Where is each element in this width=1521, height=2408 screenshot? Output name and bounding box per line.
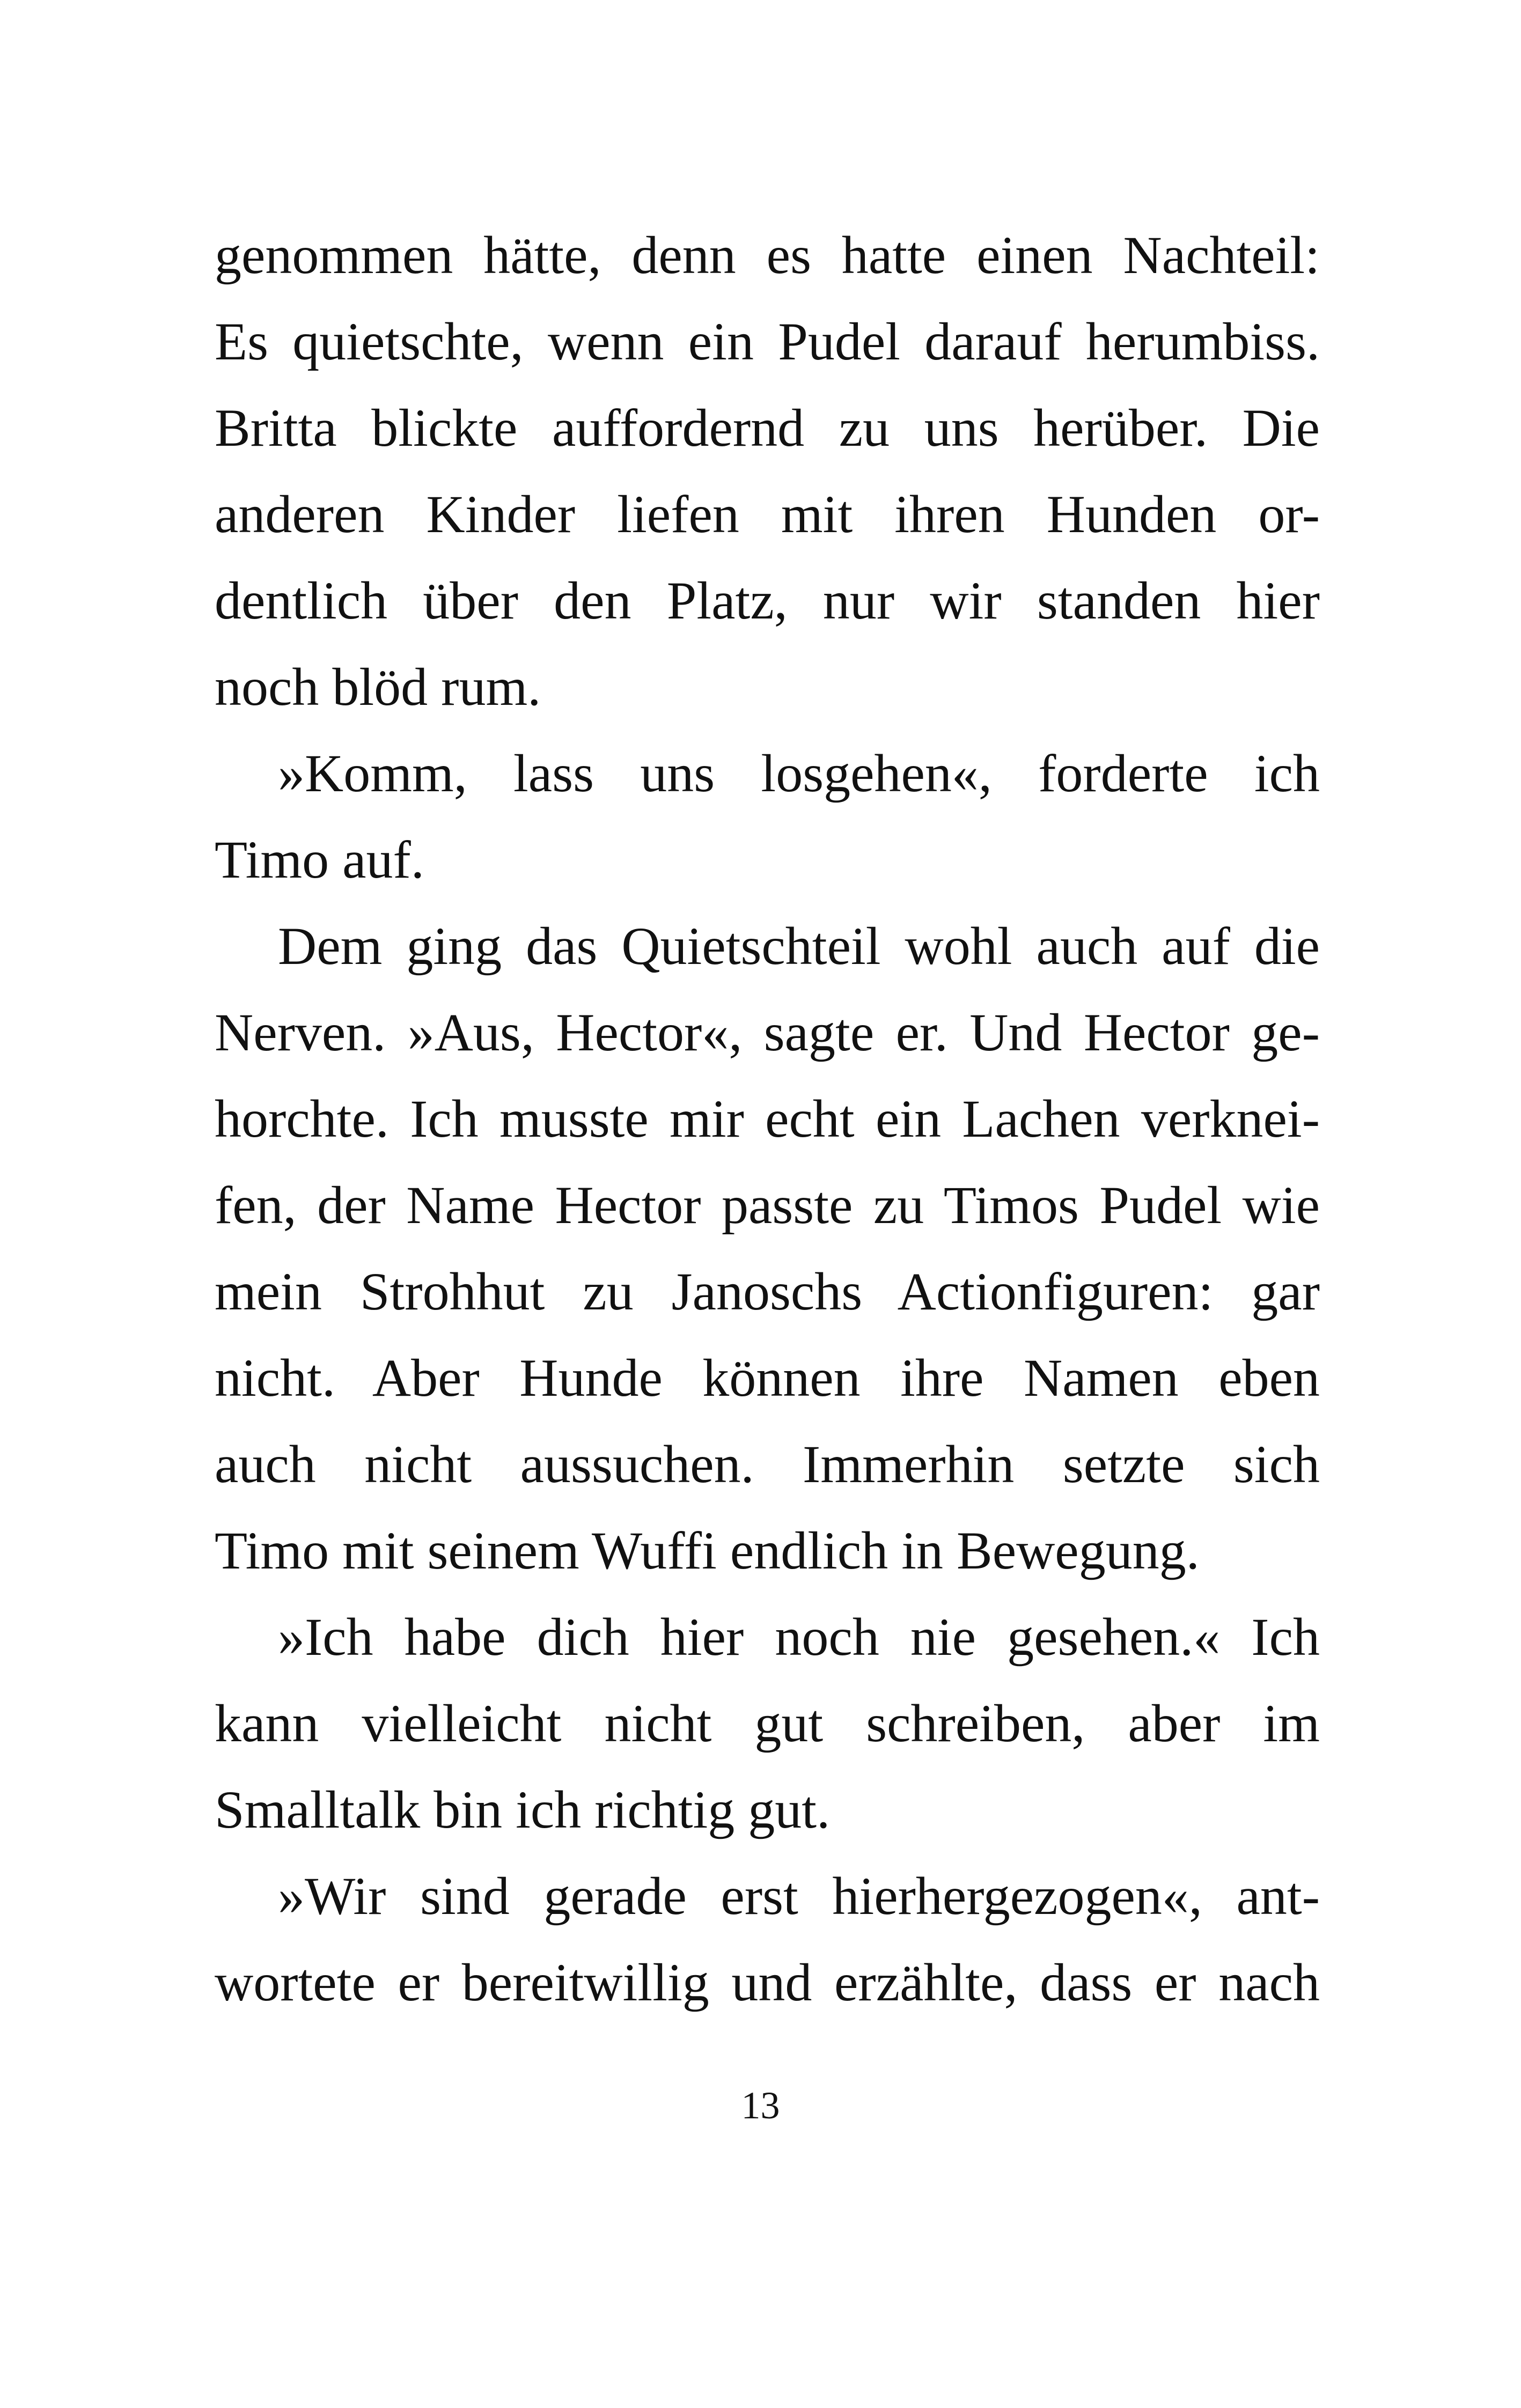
text-line: »Wir sind gerade erst hierhergezogen«, ant- bbox=[278, 1866, 1320, 1926]
body-text bbox=[215, 212, 1320, 2026]
text-line: Dem ging das Quietschteil wohl auch auf die bbox=[278, 916, 1320, 976]
text-line: Timo auf. bbox=[215, 830, 424, 889]
text-line: genommen hätte, denn es hatte einen Nachteil: bbox=[215, 225, 1320, 285]
text-line: Smalltalk bin ich richtig gut. bbox=[215, 1780, 831, 1839]
text-line: fen, der Name Hector passte zu Timos Pudel wie bbox=[215, 1175, 1320, 1235]
text-line: Nerven. »Aus, Hector«, sagte er. Und Hector ge- bbox=[215, 1003, 1320, 1062]
text-line: »Komm, lass uns losgehen«, forderte ich bbox=[278, 743, 1320, 803]
text-line: anderen Kinder liefen mit ihren Hunden or- bbox=[215, 484, 1320, 544]
text-line: Britta blickte auffordernd zu uns herüber. Die bbox=[215, 398, 1320, 458]
text-line: auch nicht aussuchen. Immerhin setzte sich bbox=[215, 1434, 1320, 1494]
text-line: kann vielleicht nicht gut schreiben, aber im bbox=[215, 1693, 1320, 1753]
page-number: 13 bbox=[741, 2084, 780, 2127]
text-line: nicht. Aber Hunde können ihre Namen eben bbox=[215, 1348, 1320, 1408]
text-line: horchte. Ich musste mir echt ein Lachen verknei- bbox=[215, 1089, 1320, 1148]
text-line: dentlich über den Platz, nur wir standen hier bbox=[215, 571, 1320, 630]
text-line: mein Strohhut zu Janoschs Actionfiguren: gar bbox=[215, 1262, 1320, 1321]
text-line: Es quietschte, wenn ein Pudel darauf herumbiss. bbox=[215, 312, 1320, 371]
text-line: wortete er bereitwillig und erzählte, dass er nach bbox=[215, 1953, 1320, 2012]
text-line: »Ich habe dich hier noch nie gesehen.« Ich bbox=[278, 1607, 1320, 1667]
text-line: noch blöd rum. bbox=[215, 657, 541, 717]
text-line: Timo mit seinem Wuffi endlich in Bewegung. bbox=[215, 1521, 1200, 1580]
